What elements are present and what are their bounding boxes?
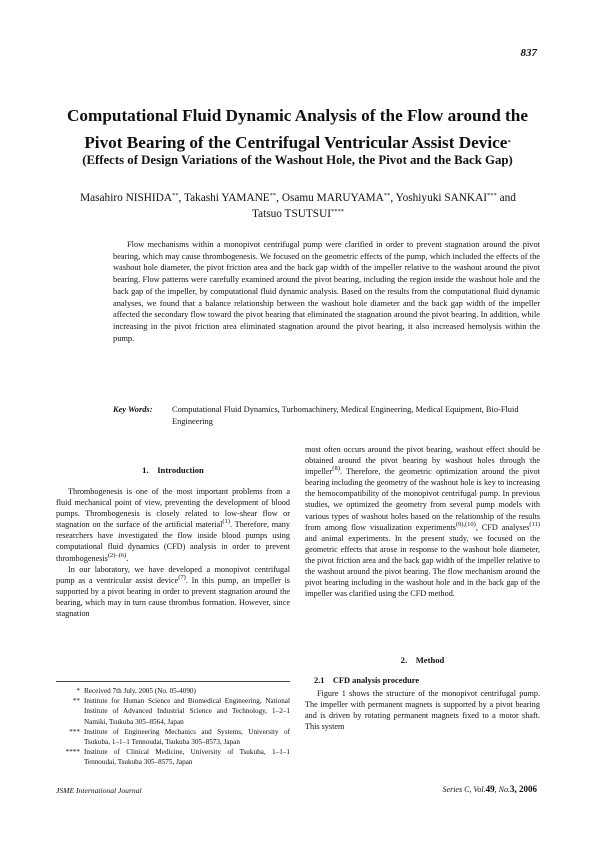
method-body <box>305 688 540 732</box>
paragraph: Figure 1 shows the structure of the monopivot centrifugal pump. The impeller with permanent magnets is supported by a pivot bearing and is driven by rotating permanent magnets fixed to a motor shaft. This system <box>305 689 540 732</box>
journal-year: , 2006 <box>514 784 537 794</box>
title-line-2-text: Pivot Bearing of the Centrifugal Ventricular Assist Device <box>84 133 508 152</box>
right-column-body <box>305 444 540 599</box>
paper-subtitle: (Effects of Design Variations of the Washout Hole, the Pivot and the Back Gap) <box>82 153 513 167</box>
author-name: Yoshiyuki SANKAI <box>395 192 488 204</box>
citation-reference[interactable]: (8) <box>332 465 340 473</box>
paragraph <box>56 564 290 619</box>
footnote <box>56 727 290 747</box>
citation-reference[interactable]: (7) <box>178 573 186 581</box>
keywords-colon: : <box>149 405 153 414</box>
journal-issue <box>443 784 537 794</box>
paragraph-text: In our laboratory, we have developed a monopivot centrifugal pump as a ventricular assist device <box>56 564 290 585</box>
keywords-block <box>113 404 540 428</box>
footnote-mark: **** <box>65 748 80 757</box>
citation-reference[interactable]: (11) <box>529 520 540 528</box>
footnote-mark: ** <box>72 697 80 706</box>
title-footnote-mark: * <box>507 139 511 146</box>
keywords-text: Computational Fluid Dynamics, Turbomachinery, Medical Engineering, Medical Equipment, Bio-Fluid Engineering <box>172 405 519 426</box>
author-affiliation-mark: ** <box>383 192 391 199</box>
author-affiliation-mark: *** <box>487 192 497 199</box>
title-line-2 <box>40 129 555 156</box>
journal-name: JSME International Journal <box>56 786 142 795</box>
section-heading-method: 2. Method <box>400 655 445 665</box>
paragraph-text: , CFD analyses <box>475 522 530 532</box>
footnote-text: Received 7th July, 2005 (No. 05-4090) <box>84 687 196 695</box>
footnote <box>56 747 290 767</box>
footnote-mark: * <box>76 687 80 695</box>
citation-reference[interactable]: (9),(10) <box>455 520 476 528</box>
footnote <box>56 696 290 727</box>
citation-reference[interactable]: (1) <box>222 518 230 526</box>
keywords-label-text: Key Words <box>113 405 150 414</box>
paragraph-text: . Therefore, the geometric optimization around the pivot bearing including the geometry of the washout hole is key to increasing the hemocompatibility of the monopivot centrifugal pump. In previous studies, we optimized the geometry from several pump models with various types of washout holes based on the relationship of the results from among flow visualization experiments <box>305 467 540 532</box>
author-name: Tatsuo TSUTSUI <box>251 208 332 220</box>
author-separator: , <box>178 192 184 204</box>
author-affiliation-mark: **** <box>331 208 345 215</box>
footnote <box>56 686 290 696</box>
citation-reference[interactable]: (2)–(6) <box>107 551 127 559</box>
author-name: Takashi YAMANE <box>183 192 270 204</box>
author-affiliation-mark: ** <box>172 192 179 199</box>
author-name: Osamu MARUYAMA <box>281 192 384 204</box>
paragraph-text: Thrombogenesis is one of the most important problems from a fluid mechanical point of view, preventing the development of blood pumps. Thrombogenesis is closely related to low-shear flow or stagnation on the surface of the artificial material <box>56 487 290 530</box>
section-heading-introduction: 1. Introduction <box>142 465 204 475</box>
paper-title <box>40 102 555 156</box>
footnote-text: Institute of Clinical Medicine, University of Tsukuba, 1–1–1 Tennoudai, Tsukuba 305–8575, Japan <box>84 748 290 767</box>
footnote-text: Institute for Human Science and Biomedical Engineering, National Institute of Advanced Industrial Science and Technology, 1–2–1 Namiki, Tsukuba 305–8564, Japan <box>84 697 290 726</box>
journal-number-label: , No. <box>494 785 510 794</box>
journal-series: Series C, Vol. <box>442 785 486 794</box>
author-affiliation-mark: ** <box>269 192 277 199</box>
author-list <box>48 190 548 222</box>
paragraph <box>56 486 290 564</box>
author-separator: , <box>390 192 396 204</box>
paragraph-text: most often occurs around the pivot bearing, washout effect should be obtained around the pivot bearing by washout holes through the impeller <box>305 445 540 477</box>
paragraph-text: . In this pump, an impeller is supported by a pivot bearing in order to prevent stagnation around the bearing, which may in turn cause thrombus formation. However, since stagnation <box>56 575 290 619</box>
paragraph <box>305 444 540 599</box>
paragraph-text: . <box>126 553 129 563</box>
abstract: Flow mechanisms within a monopivot centrifugal pump were clarified in order to prevent stagnation around the pivot bearing, which may cause thrombogenesis. We focused on the geometric effects of the pump, which included the effects of the washout hole diameter, the pivot friction area and the back gap width of the impeller relative to the washout around the pivot bearing. Flow patterns were carefully examined around the pivot bearing, including the region inside the washout hole and the back gap of the impeller, by computational fluid dynamic analysis. Based on the results from the computational fluid dynamic analyses, we found that a balance relationship between the washout hole diameter and the back gap width of the impeller affected the secondary flow toward the pivot bearing that eliminated the stagnation around the pivot bearing. In addition, while increasing in the pivot friction area eliminated stagnation around the pivot bearing, it also increased hemolysis within the pump. <box>113 240 540 343</box>
author-name: Masahiro NISHIDA <box>80 192 173 204</box>
footnotes <box>56 686 290 768</box>
keywords-label <box>113 404 152 416</box>
footnote-divider <box>56 681 290 682</box>
footnote-text: Institute of Engineering Mechanics and Systems, University of Tsukuba, 1–1–1 Tennoudai, Tsukuba 305–8573, Japan <box>84 727 290 747</box>
subsection-heading: 2.1 CFD analysis procedure <box>314 676 420 685</box>
footnote-mark: *** <box>69 727 80 736</box>
author-separator: and <box>496 192 516 204</box>
paragraph-text: and animal experiments. In the present study, we focused on the geometric effects that arose in response to the washout hole diameter, the pivot friction area and the back gap width of the impeller relative to the washout around the pivot bearing. The flow mechanism around the pivot bearing including in the washout hole and in the back gap of the impeller was clarified using the CFD method. <box>305 533 540 599</box>
title-line-1: Computational Fluid Dynamic Analysis of the Flow around the <box>67 106 528 125</box>
left-column-body <box>56 486 290 619</box>
journal-volume: 49 <box>485 784 495 794</box>
page-number: 837 <box>520 47 537 59</box>
author-separator: , <box>276 192 282 204</box>
journal-number: 3 <box>510 784 515 794</box>
paragraph-text: . Therefore, many researchers have investigated the flow inside blood pumps using computational fluid dynamics (CFD) analysis in order to prevent thrombogenesis <box>56 520 290 563</box>
